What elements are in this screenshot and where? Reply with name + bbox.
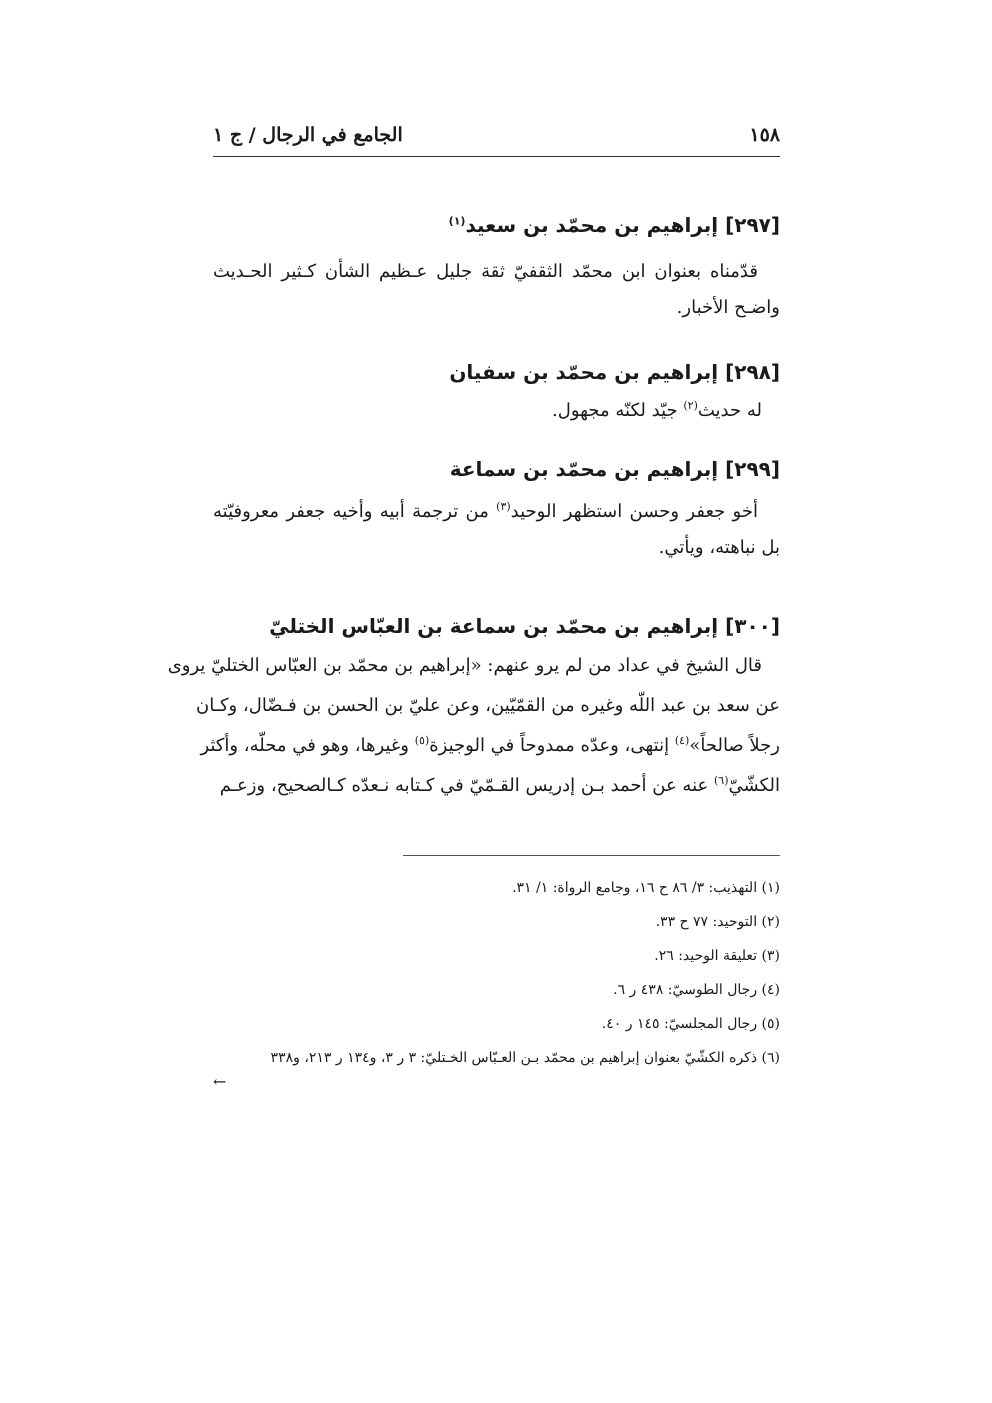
entry-text-300-line3: رجلاً صالحاً»$^{(٤)}$ إنتهى، وعدّه ممدوحاً في الوجيزة$^{(٥)}$ وغيرها، وهو في محلّه، وأكثر <box>200 734 780 756</box>
entry-text-299: أخو جعفر وحسن استظهر الوحيد$^{(٣)}$ من ترجمة أبيه وأخيه جعفر معروفيّته بل نباهته، ويأتي. <box>213 500 780 558</box>
footnote-ref-6: (٦) <box>713 774 729 787</box>
page-number: ١٥٨ <box>749 124 780 146</box>
entry-title-297: [٢٩٧] إبراهيم بن محمّد بن سعيد$^{(١)}$ <box>448 213 780 237</box>
entry-text-300-line2: عن سعد بن عبد اللّه وغيره من القمّيّين، وعن عليّ بن الحسن بن فـضّال، وكـان <box>195 695 780 716</box>
footnote-5: (٥) رجال المجلسيّ: ١٤٥ ر ٤٠. <box>601 1016 780 1032</box>
entry-text-300-line1: قال الشيخ في عداد من لم يرو عنهم: «إبراهيم بن محمّد بن العبّاس الختليّ يروى <box>167 655 762 676</box>
footnote-ref-2: (٢) <box>683 399 698 412</box>
running-title: الجامع في الرجال / ج ١ <box>213 124 403 146</box>
page-header <box>213 118 780 157</box>
entry-title-298: [٢٩٨] إبراهيم بن محمّد بن سفيان <box>449 360 780 384</box>
entry-title-300: [٣٠٠] إبراهيم بن محمّد بن سماعة بن العبّاس الختليّ <box>269 614 780 638</box>
entry-text-298: له حديث$^{(٢)}$ جيّد لكنّه مجهول. <box>552 399 762 421</box>
entry-text-297: قدّمناه بعنوان ابن محمّد الثقفيّ ثقة جليل عـظيم الشأن كـثير الحـديث واضـح الأخبار. <box>213 261 780 318</box>
footnote-ref-5: (٥) <box>414 734 430 747</box>
footnote-separator <box>403 855 780 856</box>
entry-text-300-line4: الكشّيّ$^{(٦)}$ عنه عن أحمد بـن إدريس القـمّيّ في كـتابه نـعدّه كـالصحيح، وزعـم <box>219 774 780 796</box>
footnote-4: (٤) رجال الطوسيّ: ٤٣٨ ر ٦. <box>613 982 780 998</box>
footnote-ref-3: (٣) <box>496 500 511 513</box>
footnote-ref-1: (١) <box>448 214 466 228</box>
footnotes <box>213 871 780 1075</box>
entry-title-299: [٢٩٩] إبراهيم بن محمّد بن سماعة <box>449 457 780 481</box>
footnote-6: (٦) ذكره الكشّيّ بعنوان إبراهيم بن محمّد بـن العـبّاس الخـتليّ: ٣ ر ٣، و١٣٤ ر ٢١٣، و٣٣٨ <box>270 1050 780 1066</box>
footnote-2: (٢) التوحيد: ٧٧ ح ٣٣. <box>655 914 780 930</box>
footnote-ref-4: (٤) <box>674 734 690 747</box>
continuation-arrow-icon: ← <box>213 1072 227 1091</box>
footnote-3: (٣) تعليقة الوحيد: ٢٦. <box>654 948 780 964</box>
footnote-1: (١) التهذيب: ٣/ ٨٦ ح ١٦، وجامع الرواة: ١/ ٣١. <box>512 880 780 896</box>
